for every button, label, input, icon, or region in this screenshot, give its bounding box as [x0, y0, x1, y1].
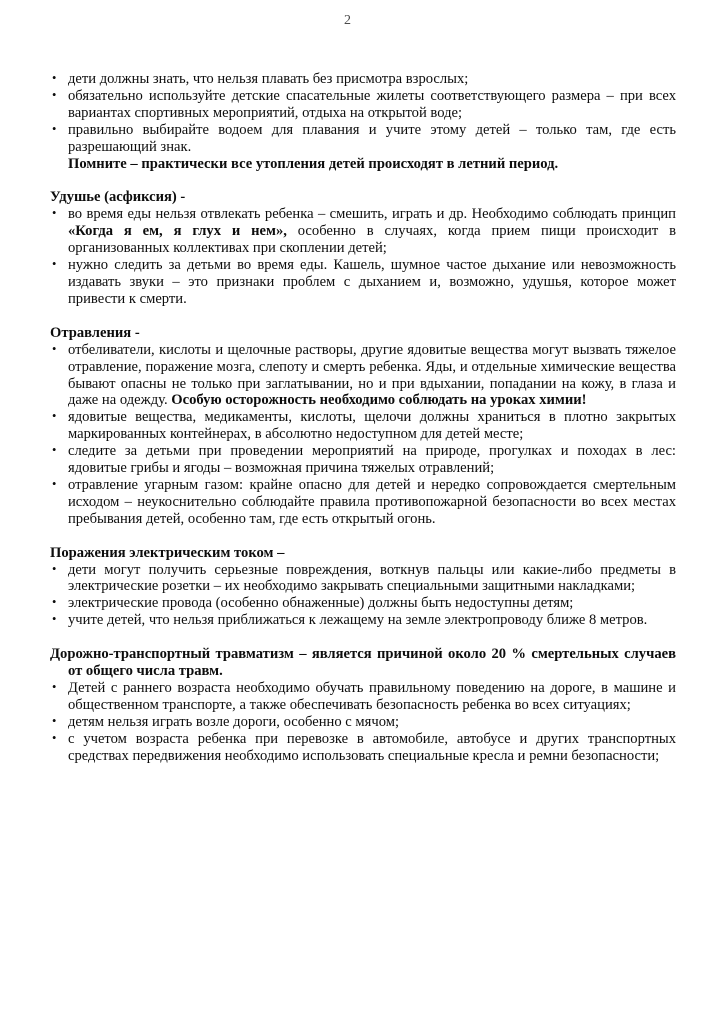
bullet-marker: • [52, 71, 57, 85]
list-item-text [68, 409, 676, 442]
list-item [50, 477, 676, 528]
bullet-marker: • [52, 561, 57, 576]
bullet-marker: • [52, 612, 57, 627]
list-item-text [68, 680, 676, 713]
text-run: нужно следить за детьми во время еды. Кашель, шумное частое дыхание или невозможность издавать звуки – это признаки проблем с дыханием и, возможно, удушья, которое может привести к смерти. [68, 257, 676, 307]
document-content [50, 71, 676, 765]
text-run: Детей с раннего возраста необходимо обучать правильному поведению на дороге, в машине и общественном транспорте, а также обеспечивать безопасность ребенка во всех ситуациях; [68, 680, 676, 713]
text-run: правильно выбирайте водоем для плавания и учите этому детей – только там, где есть разрешающий знак. [68, 121, 676, 155]
list-item-text [68, 477, 676, 527]
list-item [50, 71, 676, 88]
section-heading: Дорожно-транспортный травматизм – является причиной около 20 % смертельных случаев от общего числа травм. [50, 646, 676, 680]
text-run: дети могут получить серьезные повреждения, воткнув пальцы или какие-либо предметы в электрические розетки – их необходимо закрывать специальными защитными накладками; [68, 561, 676, 595]
list-item-text [68, 731, 676, 764]
bullet-marker: • [52, 409, 57, 424]
section-heading: Удушье (асфиксия) - [50, 189, 186, 206]
list-item-text [68, 612, 647, 628]
list-item-text [68, 443, 676, 476]
text-run: детям нельзя играть возле дороги, особенно с мячом; [68, 713, 400, 730]
text-run: ядовитые вещества, медикаменты, кислоты, щелочи должны храниться в плотно закрытых маркированных контейнерах, в абсолютно недоступном для детей месте; [68, 409, 676, 443]
list-item-text [68, 71, 468, 87]
bullet-marker: • [52, 476, 57, 491]
bullet-marker: • [52, 87, 57, 102]
list-item [50, 612, 676, 629]
list-item [50, 731, 676, 765]
list-item [50, 409, 676, 443]
text-run: учите детей, что нельзя приближаться к лежащему на земле электропроводу ближе 8 метров. [68, 612, 648, 629]
list-item-text [68, 88, 676, 121]
list-item-text [68, 206, 676, 256]
list-item-text [68, 122, 676, 155]
text-run: дети должны знать, что нельзя плавать без присмотра взрослых; [68, 71, 469, 87]
page-number: 2 [344, 13, 351, 28]
bullet-marker: • [52, 713, 57, 728]
list-item-text [68, 562, 676, 595]
list-item [50, 680, 676, 714]
list-item-text [68, 714, 399, 730]
text-run: обязательно используйте детские спасательные жилеты соответствующего размера – при всех вариантах спортивных мероприятий, отдыха на открытой воде; [68, 87, 676, 121]
list-item [50, 88, 676, 122]
bullet-list [50, 71, 676, 156]
text-run: электрические провода (особенно обнаженные) должны быть недоступны детям; [68, 595, 574, 612]
bullet-marker: • [52, 680, 57, 694]
list-item [50, 257, 676, 308]
bullet-marker: • [52, 443, 57, 458]
bullet-list [50, 562, 676, 630]
list-item [50, 714, 676, 731]
bullet-marker: • [52, 206, 57, 221]
section-heading: Поражения электрическим током – [50, 544, 285, 561]
text-run: Особую осторожность необходимо соблюдать на уроках химии! [171, 392, 587, 409]
text-run: с учетом возраста ребенка при перевозке в автомобиле, автобусе и других транспортных средствах передвижения необходимо использовать специальные кресла и ремни безопасности; [68, 730, 676, 764]
list-item-text [68, 595, 573, 611]
bullet-list [50, 342, 676, 528]
bullet-marker: • [52, 595, 57, 610]
list-item [50, 595, 676, 612]
list-item-text [68, 342, 676, 409]
text-run: отравление угарным газом: крайне опасно для детей и нередко сопровождается смертельным исходом – неукоснительно соблюдайте правила противопожарной безопасности во всех местах пребывания детей, особенно там, где есть открытый огонь. [68, 476, 676, 527]
list-item [50, 562, 676, 596]
text-run: Помните – практически все утопления детей происходят в летний период. [68, 155, 559, 172]
section-heading: Отравления - [50, 324, 140, 341]
bullet-marker: • [52, 341, 57, 356]
note-line [50, 156, 676, 173]
list-item [50, 122, 676, 156]
text-run: особенно в случаях, когда прием пищи происходит в организованных коллективах при скоплении детей; [68, 223, 676, 257]
bullet-marker: • [52, 121, 57, 136]
bullet-list [50, 680, 676, 765]
bullet-marker: • [52, 257, 57, 272]
text-run: во время еды нельзя отвлекать ребенка – смешить, играть и др. Необходимо соблюдать принцип [68, 206, 676, 223]
list-item [50, 206, 676, 257]
bullet-list [50, 206, 676, 307]
text-run: «Когда я ем, я глух и нем», [68, 223, 287, 240]
text-run: следите за детьми при проведении мероприятий на природе, прогулках и походах в лес: ядовитые грибы и ягоды – возможная причина тяжелых отравлений; [68, 443, 676, 477]
text-run: отбеливатели, кислоты и щелочные растворы, другие ядовитые вещества могут вызвать тяжелое отравление, поражение мозга, слепоту и смерть ребенка. Яды, и отдельные химические вещества бывают опасны не только при заглатывании, но и при вдыхании, попадании на кожу, в глаза и даже на одежду. [68, 341, 676, 409]
list-item [50, 443, 676, 477]
bullet-marker: • [52, 730, 57, 745]
list-item [50, 342, 676, 410]
list-item-text [68, 257, 676, 307]
